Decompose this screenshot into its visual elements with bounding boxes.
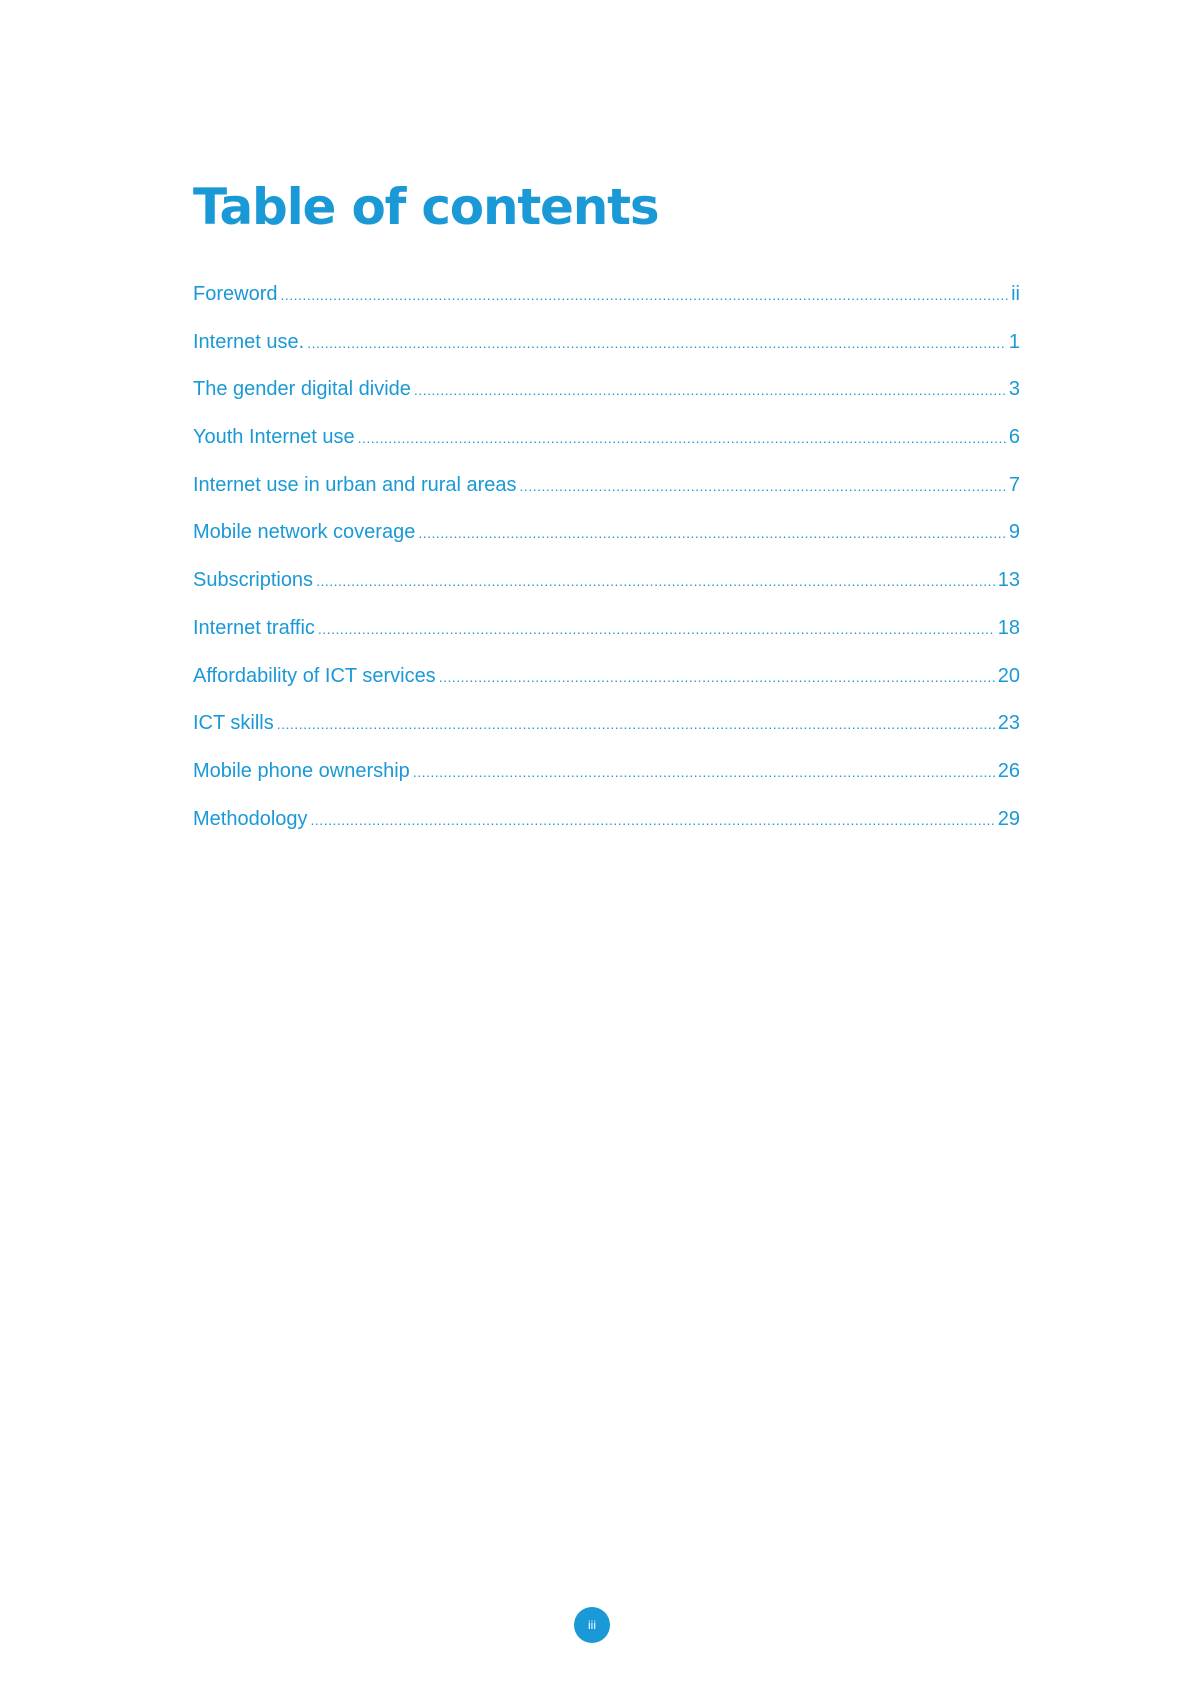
toc-entry-page-number: 3 bbox=[1008, 378, 1020, 401]
toc-entry-youth-internet-use[interactable] bbox=[193, 426, 1020, 474]
toc-entry-page-number: 23 bbox=[997, 712, 1020, 735]
toc-entry-page-number: 6 bbox=[1008, 426, 1020, 449]
dot-leader bbox=[520, 478, 1006, 494]
toc-entry-internet-traffic[interactable] bbox=[193, 617, 1020, 665]
dot-leader bbox=[316, 573, 995, 589]
dot-leader bbox=[439, 669, 995, 685]
dot-leader bbox=[414, 382, 1006, 398]
toc-entry-page-number: 18 bbox=[997, 616, 1020, 639]
toc-entry-foreword[interactable] bbox=[193, 283, 1020, 331]
toc-entry-page-number: 9 bbox=[1008, 521, 1020, 544]
toc-entry-label: Internet use in urban and rural areas bbox=[193, 473, 517, 496]
toc-entry-page-number: ii bbox=[1011, 283, 1020, 305]
toc-entry-label: Mobile phone ownership bbox=[193, 759, 410, 782]
toc-entry-gender-digital-divide[interactable] bbox=[193, 378, 1020, 426]
toc-entry-label: Mobile network coverage bbox=[193, 521, 416, 544]
dot-leader bbox=[318, 621, 995, 637]
toc-entry-label: Methodology bbox=[193, 807, 308, 830]
toc-entry-page-number: 20 bbox=[997, 664, 1020, 687]
toc-entry-methodology[interactable] bbox=[193, 808, 1020, 856]
dot-leader bbox=[277, 716, 995, 732]
page-number-badge: iii bbox=[574, 1607, 610, 1643]
toc-entry-page-number: 29 bbox=[997, 807, 1020, 830]
toc-entry-label: Internet use. bbox=[193, 330, 305, 353]
dot-leader bbox=[358, 430, 1006, 446]
dot-leader bbox=[280, 287, 1008, 303]
toc-entry-label: ICT skills bbox=[193, 712, 274, 735]
toc-entry-mobile-phone-ownership[interactable] bbox=[193, 760, 1020, 808]
toc-entry-ict-skills[interactable] bbox=[193, 712, 1020, 760]
toc-entry-mobile-network-coverage[interactable] bbox=[193, 521, 1020, 569]
toc-entry-label: Youth Internet use bbox=[193, 426, 355, 449]
toc-entry-page-number: 26 bbox=[997, 759, 1020, 782]
toc-entry-label: Affordability of ICT services bbox=[193, 664, 436, 687]
toc-entry-page-number: 1 bbox=[1008, 330, 1020, 353]
toc-entry-label: The gender digital divide bbox=[193, 378, 411, 401]
toc-entry-label: Subscriptions bbox=[193, 569, 314, 592]
toc-entry-label: Foreword bbox=[193, 283, 278, 305]
dot-leader bbox=[311, 812, 995, 828]
page-title: Table of contents bbox=[193, 178, 659, 236]
toc-entry-internet-use[interactable] bbox=[193, 331, 1020, 379]
toc-entry-page-number: 7 bbox=[1008, 473, 1020, 496]
table-of-contents bbox=[193, 283, 1020, 855]
dot-leader bbox=[413, 764, 995, 780]
dot-leader bbox=[307, 335, 1006, 351]
toc-entry-urban-rural[interactable] bbox=[193, 474, 1020, 522]
dot-leader bbox=[418, 525, 1006, 541]
toc-entry-subscriptions[interactable] bbox=[193, 569, 1020, 617]
toc-entry-page-number: 13 bbox=[997, 569, 1020, 592]
toc-entry-affordability[interactable] bbox=[193, 665, 1020, 713]
toc-entry-label: Internet traffic bbox=[193, 616, 315, 639]
